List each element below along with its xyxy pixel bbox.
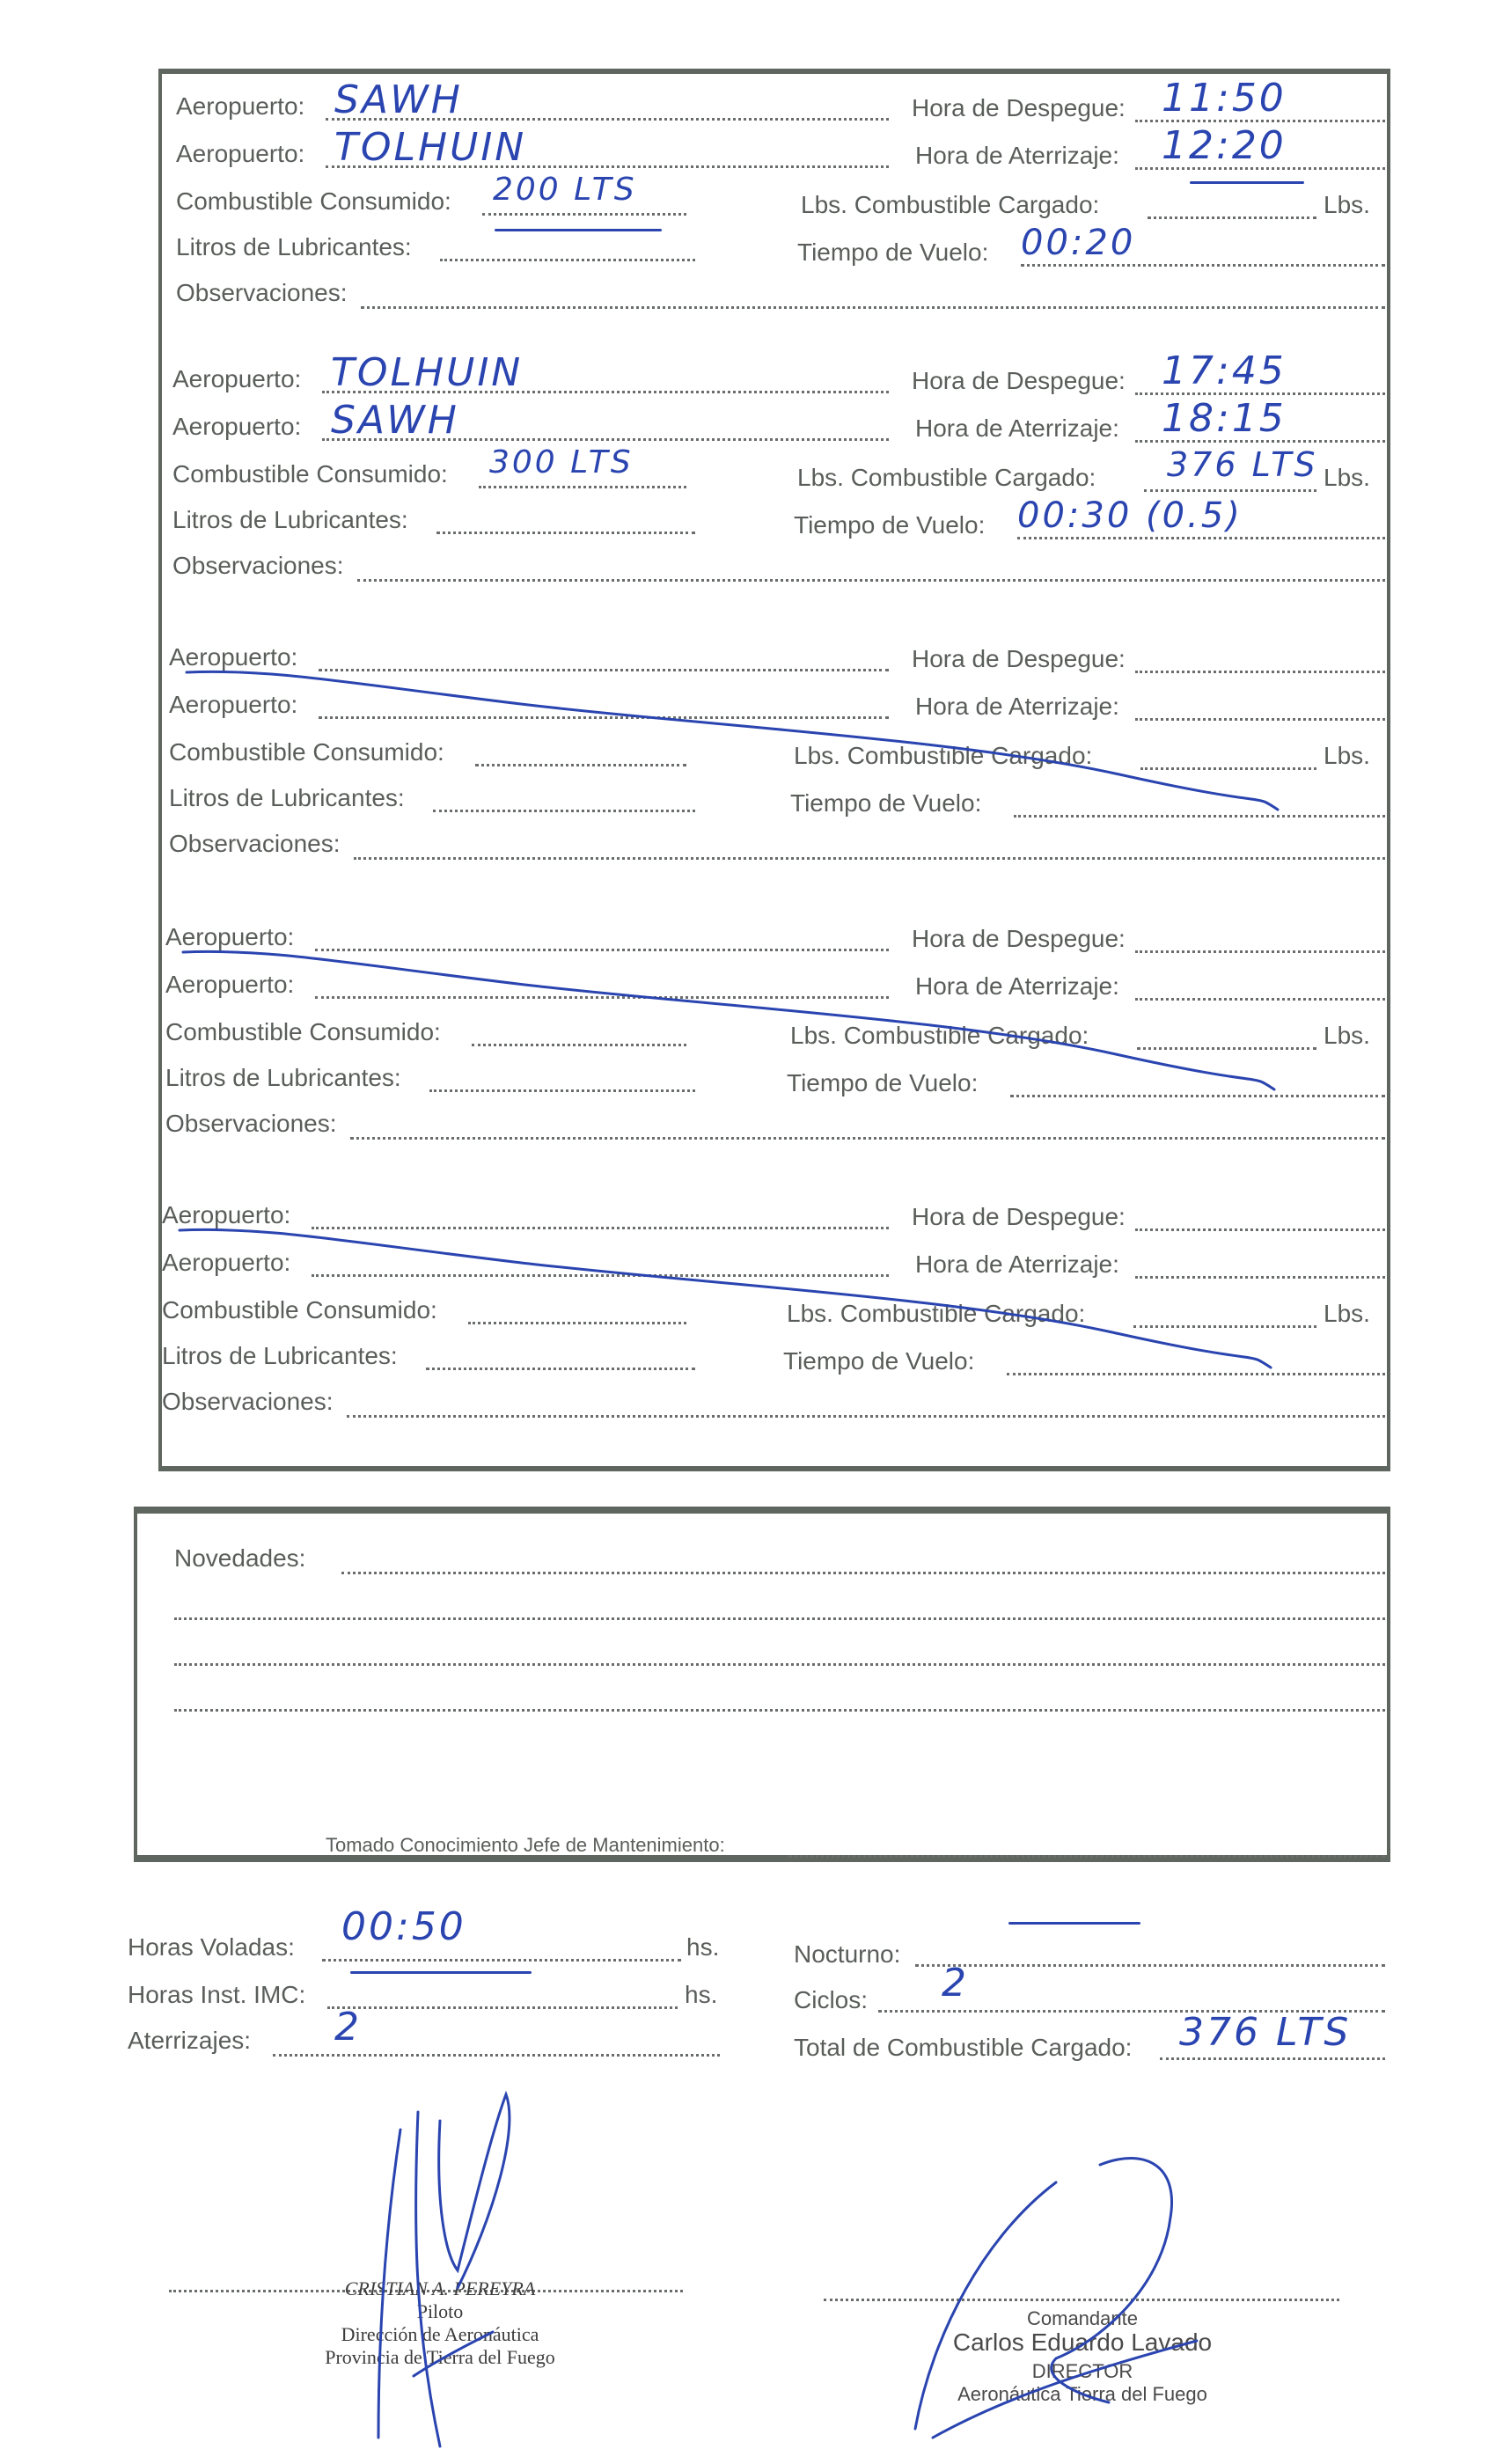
hours-flown-unit: hs. (686, 1933, 720, 1961)
fuel-consumed-label: Combustible Consumido: (162, 1296, 437, 1324)
fuel-consumed-field[interactable] (472, 1044, 686, 1046)
director-org: Aeronáutica Tierra del Fuego (957, 2383, 1207, 2405)
news-line-3[interactable] (174, 1663, 1385, 1666)
origin-airport-label: Aeropuerto: (162, 1201, 291, 1228)
fuel-loaded-field[interactable] (1140, 767, 1316, 770)
takeoff-time-field[interactable] (1135, 1228, 1385, 1231)
lubricants-field[interactable] (433, 810, 695, 812)
landing-time-label: Hora de Aterrizaje: (915, 693, 1119, 720)
fuel-loaded-value: 376 LTS (1167, 445, 1318, 484)
maintenance-ack-field[interactable] (788, 1855, 1385, 1858)
destination-airport-value: TOLHUIN (334, 125, 527, 170)
fuel-loaded-label: Lbs. Combustible Cargado: (801, 191, 1100, 218)
fuel-consumed-value: 300 LTS (489, 444, 634, 480)
fuel-consumed-label: Combustible Consumido: (172, 460, 448, 488)
observations-label: Observaciones: (165, 1110, 337, 1137)
fuel-consumed-field[interactable] (475, 764, 686, 766)
lubricants-field[interactable] (436, 532, 695, 534)
hours-flown-label: Horas Voladas: (128, 1933, 295, 1961)
flight-time-field[interactable] (1021, 264, 1385, 267)
director-rank: Comandante (1027, 2307, 1138, 2329)
landings-label: Aterrizajes: (128, 2027, 252, 2054)
lubricants-field[interactable] (429, 1089, 695, 1092)
flight-time-field[interactable] (1007, 1373, 1385, 1375)
destination-airport-label: Aeropuerto: (165, 971, 295, 998)
origin-airport-label: Aeropuerto: (172, 365, 302, 392)
fuel-loaded-field[interactable] (1133, 1325, 1316, 1328)
fuel-consumed-label: Combustible Consumido: (169, 738, 444, 766)
night-dash (1008, 1922, 1140, 1925)
news-box (134, 1507, 1390, 1862)
takeoff-time-label: Hora de Despegue: (912, 367, 1126, 394)
takeoff-time-label: Hora de Despegue: (912, 1203, 1126, 1230)
destination-airport-field[interactable] (315, 996, 889, 999)
flight-time-field[interactable] (1010, 1095, 1385, 1097)
landing-time-value: 18:15 (1162, 396, 1287, 441)
director-name: Carlos Eduardo Lavado (952, 2328, 1213, 2356)
fuel-loaded-label: Lbs. Combustible Cargado: (797, 464, 1096, 491)
landings-field[interactable] (273, 2054, 720, 2057)
fuel-consumed-field[interactable] (468, 1322, 686, 1324)
takeoff-time-label: Hora de Despegue: (912, 645, 1126, 672)
fuel-loaded-field[interactable] (1148, 216, 1316, 219)
takeoff-time-value: 17:45 (1162, 348, 1287, 393)
landing-time-label: Hora de Aterrizaje: (915, 1250, 1119, 1278)
fuel-consumed-label: Combustible Consumido: (176, 187, 451, 215)
flight-time-field[interactable] (1014, 815, 1385, 818)
origin-airport-field[interactable] (312, 1227, 889, 1229)
takeoff-time-field[interactable] (1135, 950, 1385, 953)
flight-time-label: Tiempo de Vuelo: (797, 238, 989, 266)
observations-field[interactable] (354, 857, 1385, 860)
pilot-name: CRISTIAN A. PEREYRA (344, 2277, 536, 2299)
night-label: Nocturno: (794, 1940, 901, 1968)
landing-time-label: Hora de Aterrizaje: (915, 414, 1119, 442)
imc-hours-field[interactable] (327, 2006, 678, 2009)
lubricants-label: Litros de Lubricantes: (162, 1342, 398, 1369)
imc-hours-dash (350, 1971, 532, 1974)
fuel-loaded-field[interactable] (1144, 489, 1316, 492)
destination-airport-field[interactable] (319, 716, 889, 719)
destination-airport-label: Aeropuerto: (162, 1249, 291, 1276)
landing-time-value: 12:20 (1162, 123, 1287, 168)
pilot-role: Piloto (416, 2300, 464, 2322)
cycles-label: Ciclos: (794, 1986, 869, 2013)
fuel-loaded-label: Lbs. Combustible Cargado: (794, 742, 1093, 769)
night-field[interactable] (915, 1964, 1385, 1967)
origin-airport-field[interactable] (315, 949, 889, 951)
lubricants-field[interactable] (440, 259, 695, 261)
landing-time-field[interactable] (1135, 998, 1385, 1001)
origin-airport-label: Aeropuerto: (165, 923, 295, 950)
hours-flown-value: 00:50 (341, 1904, 466, 1949)
lbs-unit-label: Lbs. (1324, 1022, 1370, 1049)
takeoff-time-label: Hora de Despegue: (912, 925, 1126, 952)
lbs-unit-label: Lbs. (1324, 742, 1370, 769)
pilot-org-line2: Provincia de Tierra del Fuego (325, 2346, 555, 2368)
maintenance-ack-label: Tomado Conocimiento Jefe de Mantenimiento: (326, 1834, 725, 1856)
flight-time-label: Tiempo de Vuelo: (790, 789, 982, 817)
total-fuel-value: 376 LTS (1179, 2010, 1352, 2055)
observations-label: Observaciones: (172, 552, 344, 579)
origin-airport-field[interactable] (319, 669, 889, 671)
observations-field[interactable] (347, 1415, 1385, 1418)
flight-time-label: Tiempo de Vuelo: (783, 1347, 975, 1375)
lubricants-label: Litros de Lubricantes: (172, 506, 408, 533)
lbs-unit-label: Lbs. (1324, 191, 1370, 218)
takeoff-time-value: 11:50 (1162, 76, 1287, 121)
origin-airport-label: Aeropuerto: (169, 643, 298, 671)
cycles-value: 2 (942, 1961, 969, 2006)
takeoff-time-field[interactable] (1135, 671, 1385, 673)
origin-airport-value: TOLHUIN (331, 350, 524, 395)
fuel-loaded-label: Lbs. Combustible Cargado: (787, 1300, 1086, 1327)
landings-value: 2 (334, 2005, 362, 2050)
news-line-2[interactable] (174, 1617, 1385, 1620)
pilot-org-line1: Dirección de Aeronáutica (341, 2323, 539, 2345)
lubricants-field[interactable] (426, 1368, 695, 1370)
takeoff-time-label: Hora de Despegue: (912, 94, 1126, 121)
fuel-consumed-field[interactable] (479, 486, 686, 488)
flight-time-label: Tiempo de Vuelo: (787, 1069, 979, 1096)
observations-label: Observaciones: (176, 279, 348, 306)
lubricants-label: Litros de Lubricantes: (165, 1064, 401, 1091)
flight-time-field[interactable] (1017, 537, 1385, 539)
news-line-4[interactable] (174, 1709, 1385, 1712)
observations-label: Observaciones: (169, 830, 341, 857)
lbs-unit-label: Lbs. (1324, 464, 1370, 491)
landing-time-field[interactable] (1135, 718, 1385, 721)
origin-airport-label: Aeropuerto: (176, 92, 305, 120)
director-role: DIRECTOR (1031, 2360, 1133, 2382)
lbs-unit-label: Lbs. (1324, 1300, 1370, 1327)
observations-field[interactable] (361, 306, 1385, 309)
fuel-consumed-label: Combustible Consumido: (165, 1018, 441, 1045)
landing-time-label: Hora de Aterrizaje: (915, 972, 1119, 1000)
flight-time-label: Tiempo de Vuelo: (794, 511, 986, 539)
news-label: Novedades: (174, 1544, 306, 1572)
fuel-loaded-field[interactable] (1137, 1047, 1316, 1050)
landing-time-field[interactable] (1135, 1276, 1385, 1279)
destination-airport-value: SAWH (331, 398, 459, 443)
lubricants-label: Litros de Lubricantes: (176, 233, 412, 260)
lubricants-label: Litros de Lubricantes: (169, 784, 405, 811)
flight-time-value: 00:20 (1021, 223, 1136, 263)
destination-airport-label: Aeropuerto: (172, 413, 302, 440)
destination-airport-field[interactable] (312, 1274, 889, 1277)
observations-field[interactable] (357, 579, 1385, 582)
lubricants-dash (495, 229, 662, 231)
fuel-consumed-field[interactable] (482, 213, 686, 216)
destination-airport-label: Aeropuerto: (176, 140, 305, 167)
flight-time-value: 00:30 (0.5) (1017, 495, 1243, 536)
fuel-consumed-value: 200 LTS (493, 172, 637, 208)
total-fuel-label: Total de Combustible Cargado: (794, 2034, 1133, 2061)
observations-label: Observaciones: (162, 1388, 334, 1415)
fuel-loaded-label: Lbs. Combustible Cargado: (790, 1022, 1089, 1049)
director-signature-line[interactable] (824, 2299, 1339, 2301)
observations-field[interactable] (350, 1137, 1385, 1140)
origin-airport-value: SAWH (334, 77, 463, 122)
imc-hours-unit: hs. (685, 1981, 718, 2008)
news-line-1[interactable] (341, 1572, 1385, 1574)
landing-time-label: Hora de Aterrizaje: (915, 142, 1119, 169)
fuel-loaded-dash (1190, 181, 1304, 184)
total-fuel-field[interactable] (1160, 2057, 1385, 2060)
imc-hours-label: Horas Inst. IMC: (128, 1981, 306, 2008)
destination-airport-label: Aeropuerto: (169, 691, 298, 718)
hours-flown-field[interactable] (322, 1959, 681, 1962)
pilot-signature (378, 2094, 510, 2446)
